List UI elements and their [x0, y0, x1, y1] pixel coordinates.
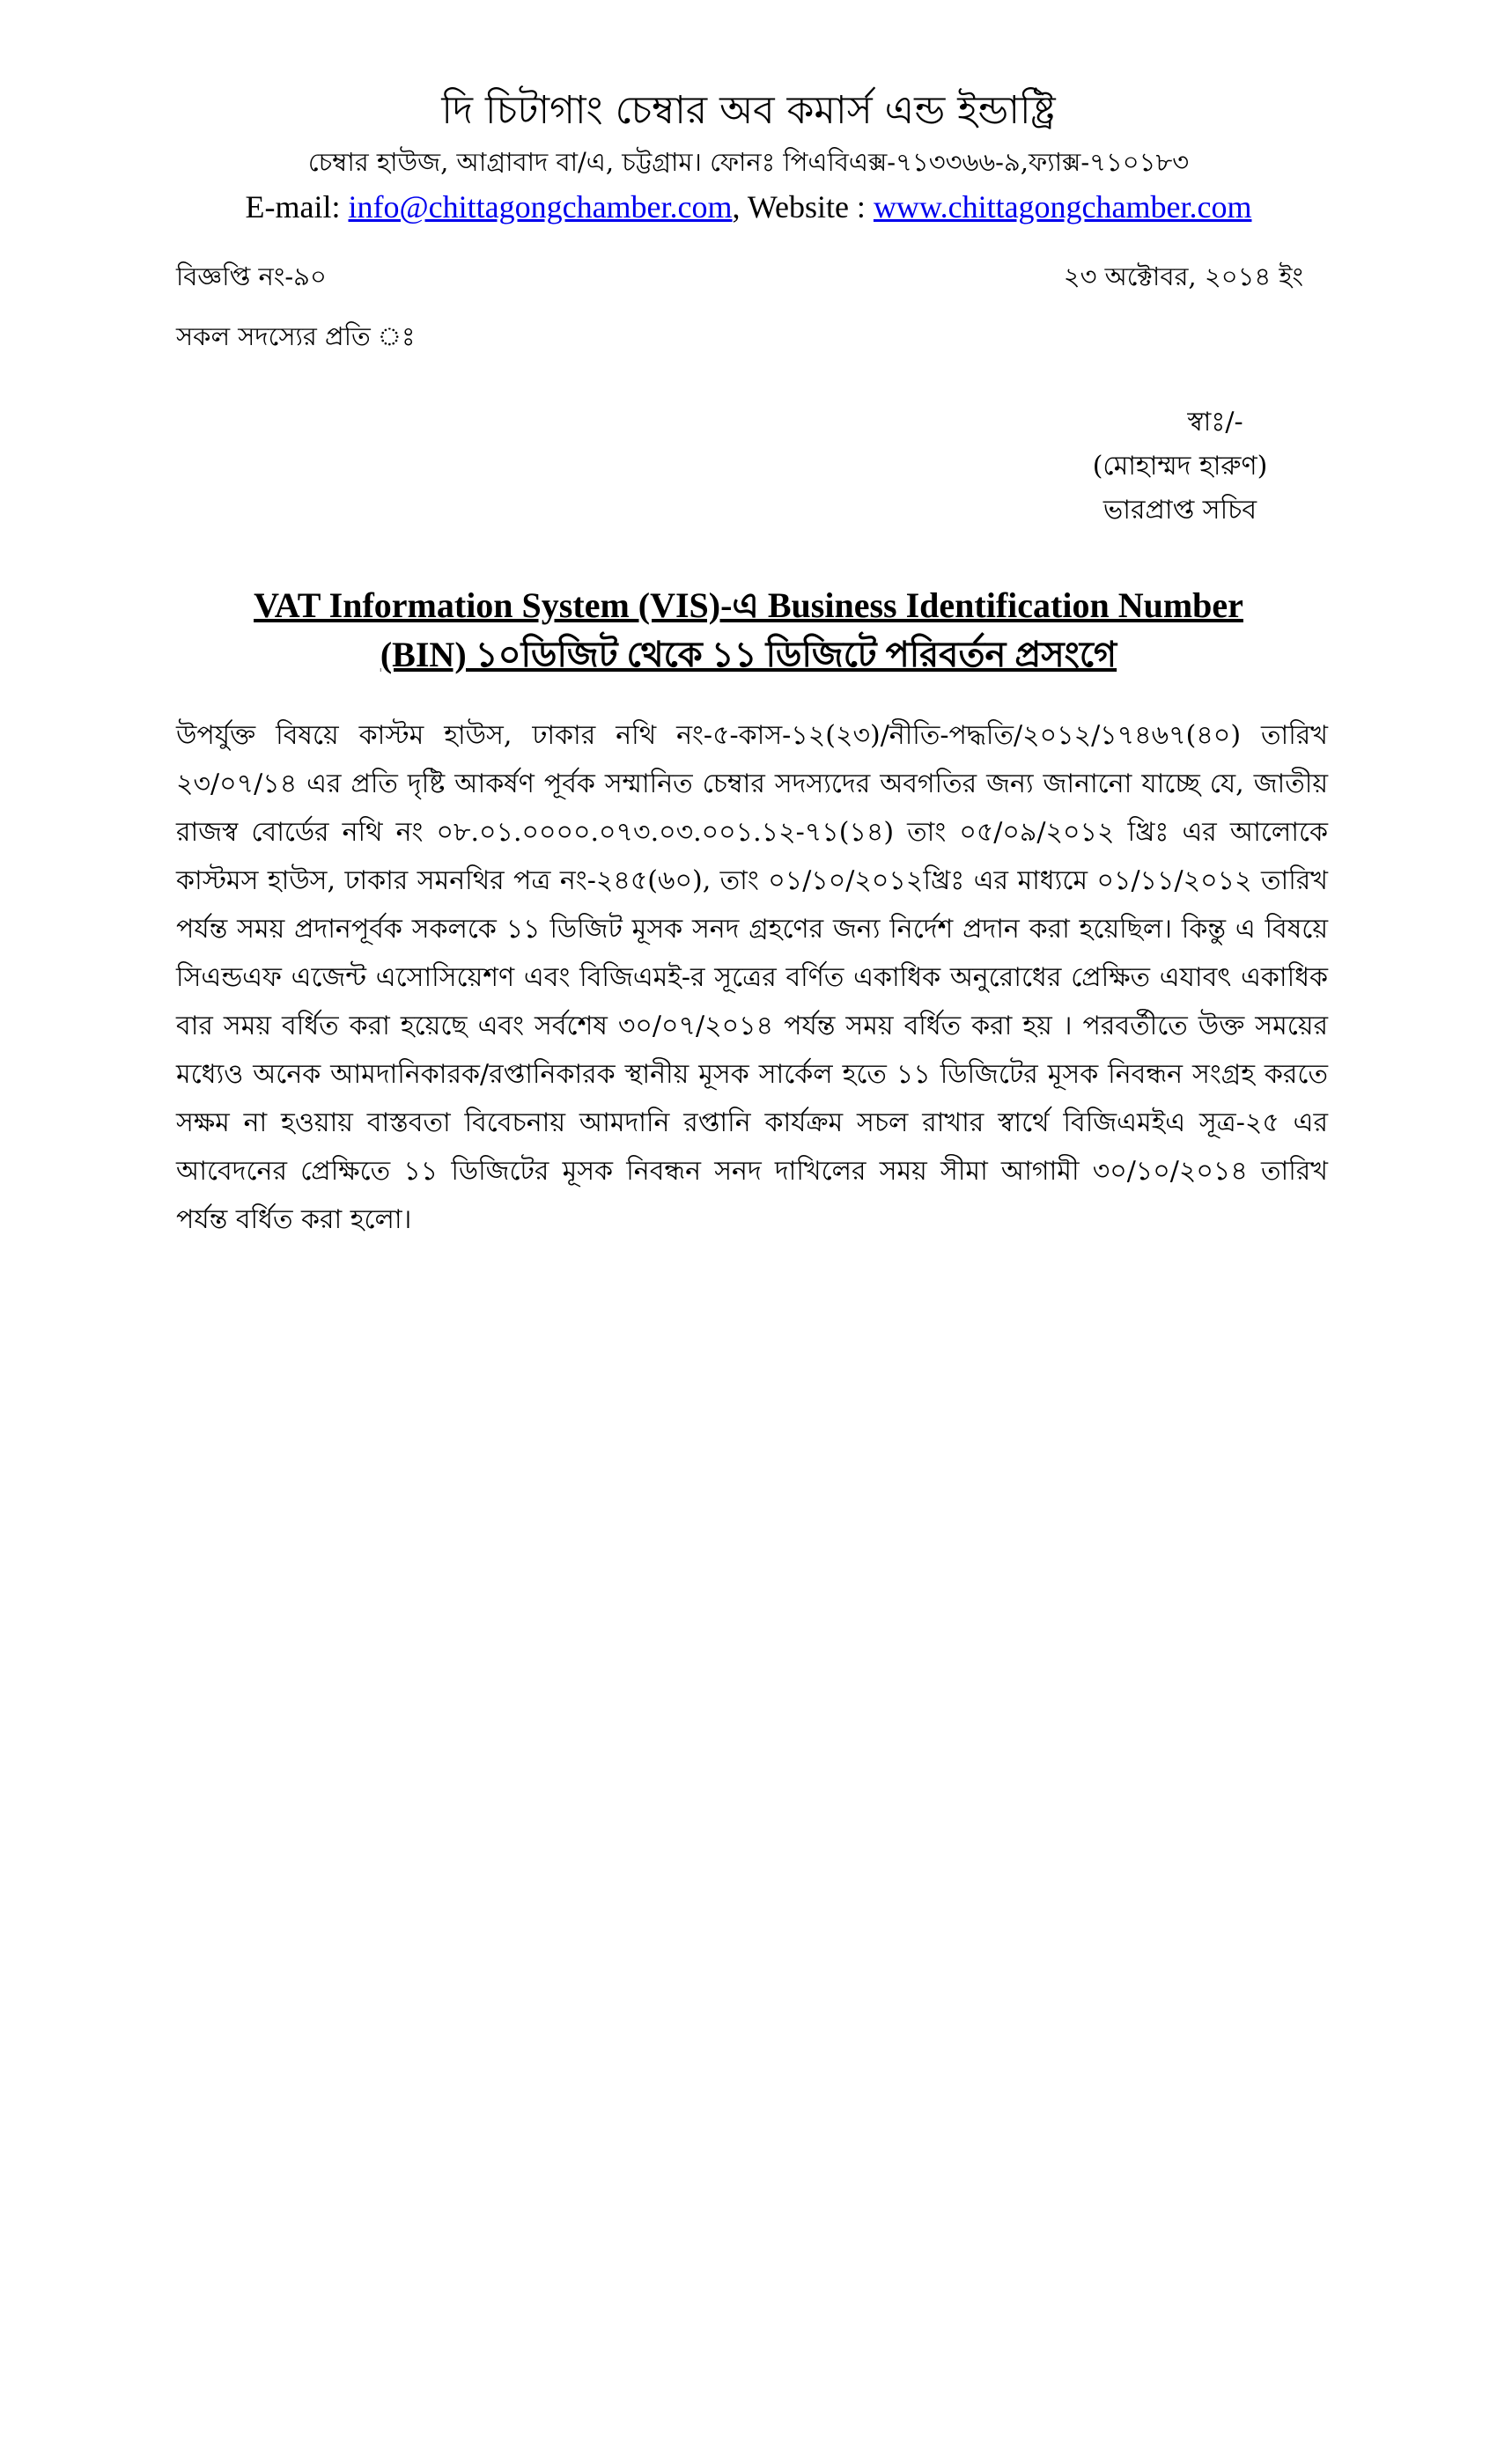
body-paragraph: উপর্যুক্ত বিষয়ে কাস্টম হাউস, ঢাকার নথি নং-৫-কাস-১২(২৩)/নীতি-পদ্ধতি/২০১২/১৭৪৬৭(৪০) তারিখ ২৩/০৭/১৪ এর প্রতি দৃষ্টি আকর্ষণ পূর্বক সম্মানিত চেম্বার সদস্যদের অবগতির জন্য জানানো যাচ্ছে যে, জাতীয় রাজস্ব বোর্ডের নথি নং ০৮.০১.০০০০.০৭৩.০৩.০০১.১২-৭১(১৪) তাং ০৫/০৯/২০১২ খ্রিঃ এর আলোকে কাস্টমস হাউস, ঢাকার সমনথির পত্র নং-২৪৫(৬০), তাং ০১/১০/২০১২খ্রিঃ এর মাধ্যমে ০১/১১/২০১২ তারিখ পর্যন্ত সময় প্রদানপূর্বক সকলকে ১১ ডিজিট মূসক সনদ গ্রহণের জন্য নির্দেশ প্রদান করা হয়েছিল। কিন্তু এ বিষয়ে সিএন্ডএফ এজেন্ট এসোসিয়েশণ এবং বিজিএমই-র সূত্রের বর্ণিত একাধিক অনুরোধের প্রেক্ষিত এযাবৎ একাধিক বার সময় বর্ধিত করা হয়েছে এবং সর্বশেষ ৩০/০৭/২০১৪ পর্যন্ত সময় বর্ধিত করা হয় । পরবর্তীতে উক্ত সময়ের মধ্যেও অনেক আমদানিকারক/রপ্তানিকারক স্থানীয় মূসক সার্কেল হতে ১১ ডিজিটের মূসক নিবন্ধন সংগ্রহ করতে সক্ষম না হওয়ায় বাস্তবতা বিবেচনায় আমদানি রপ্তানি কার্যক্রম সচল রাখার স্বার্থে বিজিএমইএ সূত্র-২৫ এর আবেদনের প্রেক্ষিতে ১১ ডিজিটের মূসক নিবন্ধন সনদ দাখিলের সময় সীমা আগামী ৩০/১০/২০১৪ তারিখ পর্যন্ত বর্ধিত করা হলো।: [176, 720, 1328, 1235]
website-link[interactable]: www.chittagongchamber.com: [873, 189, 1252, 224]
website-label: , Website :: [732, 189, 866, 224]
notice-date: ২৩ অক্টোবর, ২০১৪ ইং: [1063, 261, 1303, 291]
signatory-name: (মোহাম্মদ হারুণ): [1092, 451, 1268, 482]
notice-number: বিজ্ঞপ্তি নং-৯০: [176, 261, 327, 291]
email-link[interactable]: info@chittagongchamber.com: [348, 189, 733, 224]
subject-line-2: (BIN) ১০ডিজিট থেকে ১১ ডিজিটে পরিবর্তন প্রসংগে: [380, 635, 1117, 674]
recipient-line: সকল সদস্যের প্রতি ঃ: [176, 321, 416, 351]
letterhead: [0, 84, 1497, 230]
organization-address: চেম্বার হাউজ, আগ্রাবাদ বা/এ, চট্টগ্রাম। ফোনঃ পিএবিএক্স-৭১৩৩৬৬-৯,ফ্যাক্স-৭১০১৮৩: [307, 147, 1190, 177]
signature-mark: স্বাঃ/-: [1187, 407, 1243, 438]
subject-line-1: VAT Information System (VIS)-এ Business Identification Number: [254, 585, 1243, 625]
email-label: E-mail:: [245, 189, 341, 224]
organization-contact: [0, 184, 1497, 230]
subject-heading: [176, 581, 1321, 680]
organization-name: দি চিটাগাং চেম্বার অব কমার্স এন্ড ইন্ডাষ্ট্রি: [441, 88, 1056, 133]
signature-block: [1039, 401, 1321, 533]
signatory-designation: ভারপ্রাপ্ত সচিব: [1102, 495, 1257, 526]
